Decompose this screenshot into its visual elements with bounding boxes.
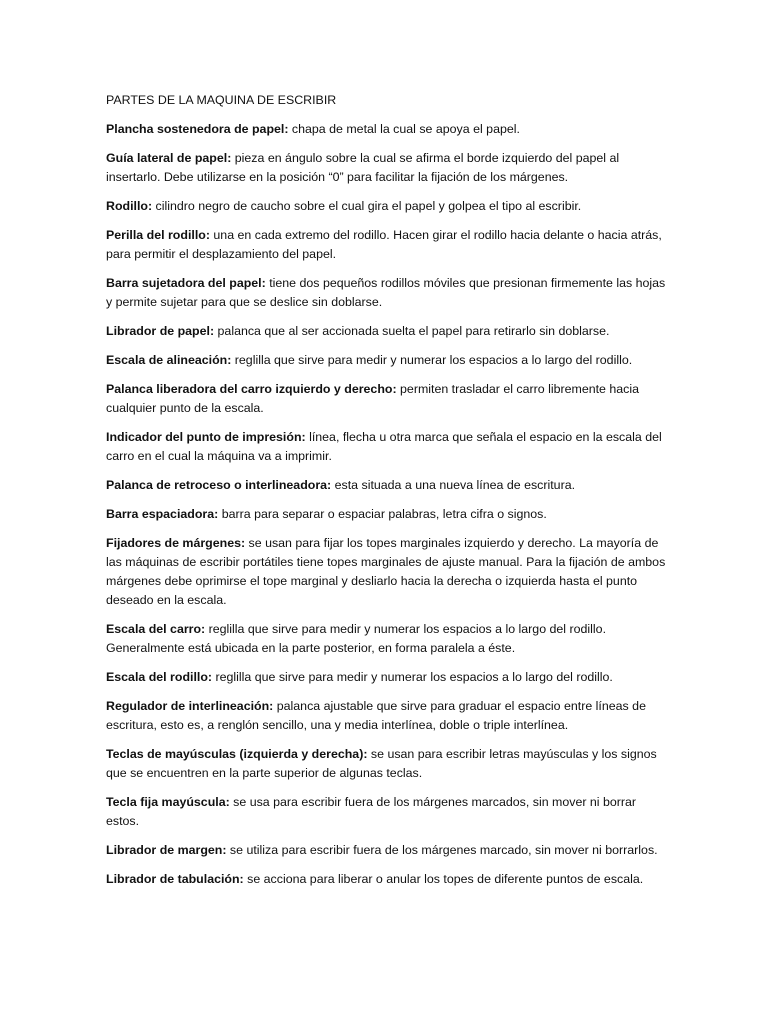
- entry-description: palanca ajustable que sirve para graduar el espacio entre líneas de escritura, esto es, a renglón sencillo, una y media interlínea, doble o triple interlínea.: [106, 699, 646, 732]
- entry-description: se utiliza para escribir fuera de los márgenes marcado, sin mover ni borrarlos.: [226, 843, 658, 857]
- definition-entry: [106, 120, 668, 139]
- entry-description: esta situada a una nueva línea de escritura.: [331, 478, 576, 492]
- definition-entry: [106, 505, 668, 524]
- entry-description: reglilla que sirve para medir y numerar los espacios a lo largo del rodillo.: [212, 670, 613, 684]
- definition-entry: [106, 197, 668, 216]
- entry-term: Teclas de mayúsculas (izquierda y derecha):: [106, 747, 368, 761]
- entry-description: se acciona para liberar o anular los topes de diferente puntos de escala.: [243, 872, 644, 886]
- entry-description: pieza en ángulo sobre la cual se afirma el borde izquierdo del papel al insertarlo. Debe utilizarse en la posición “0” para facilitar la fijación de los márgenes.: [106, 151, 620, 184]
- entry-description: línea, flecha u otra marca que señala el espacio en la escala del carro en el cual la máquina va a imprimir.: [106, 430, 662, 463]
- entry-term: Librador de margen:: [106, 843, 227, 857]
- entry-term: Barra espaciadora:: [106, 507, 219, 521]
- entry-term: Escala del carro:: [106, 622, 206, 636]
- entry-description: se usan para fijar los topes marginales izquierdo y derecho. La mayoría de las máquinas de escribir portátiles tiene topes marginales de ajuste manual. Para la fijación de ambos márgenes debe oprimirse el tope marginal y desliarlo hacia la derecha o izquierda hasta el punto deseado en la escala.: [106, 536, 666, 607]
- entry-term: Guía lateral de papel:: [106, 151, 232, 165]
- definition-entry: [106, 668, 668, 687]
- entry-term: Palanca de retroceso o interlineadora:: [106, 478, 332, 492]
- entry-description: tiene dos pequeños rodillos móviles que presionan firmemente las hojas y permite sujetar para que se deslice sin doblarse.: [106, 276, 666, 309]
- entry-term: Tecla fija mayúscula:: [106, 795, 230, 809]
- entry-term: Rodillo:: [106, 199, 153, 213]
- definition-entry: [106, 841, 668, 860]
- definition-entry: [106, 870, 668, 889]
- entry-term: Escala de alineación:: [106, 353, 232, 367]
- entry-description: reglilla que sirve para medir y numerar los espacios a lo largo del rodillo. Generalmente está ubicada en la parte posterior, en forma paralela a éste.: [106, 622, 607, 655]
- entry-term: Barra sujetadora del papel:: [106, 276, 266, 290]
- entry-description: se usan para escribir letras mayúsculas y los signos que se encuentren en la parte superior de algunas teclas.: [106, 747, 657, 780]
- definition-entry: [106, 351, 668, 370]
- definition-entry: [106, 697, 668, 735]
- entry-description: cilindro negro de caucho sobre el cual gira el papel y golpea el tipo al escribir.: [152, 199, 582, 213]
- entry-term: Librador de tabulación:: [106, 872, 244, 886]
- entry-term: Indicador del punto de impresión:: [106, 430, 306, 444]
- entry-term: Plancha sostenedora de papel:: [106, 122, 289, 136]
- entry-term: Regulador de interlineación:: [106, 699, 274, 713]
- document-title: PARTES DE LA MAQUINA DE ESCRIBIR: [106, 93, 337, 107]
- entry-term: Fijadores de márgenes:: [106, 536, 246, 550]
- definition-entry: [106, 226, 668, 264]
- entry-term: Escala del rodillo:: [106, 670, 213, 684]
- definition-entry: [106, 380, 668, 418]
- definition-entry: [106, 534, 668, 610]
- entry-description: permiten trasladar el carro libremente hacia cualquier punto de la escala.: [106, 382, 640, 415]
- definition-entry: [106, 428, 668, 466]
- entry-description: barra para separar o espaciar palabras, letra cifra o signos.: [218, 507, 547, 521]
- entry-description: palanca que al ser accionada suelta el papel para retirarlo sin doblarse.: [214, 324, 610, 338]
- definition-entry: [106, 476, 668, 495]
- entry-list: [106, 120, 668, 889]
- entry-term: Librador de papel:: [106, 324, 215, 338]
- entry-description: una en cada extremo del rodillo. Hacen girar el rodillo hacia delante o hacia atrás, para permitir el desplazamiento del papel.: [106, 228, 662, 261]
- definition-entry: [106, 793, 668, 831]
- entry-description: reglilla que sirve para medir y numerar los espacios a lo largo del rodillo.: [231, 353, 633, 367]
- definition-entry: [106, 149, 668, 187]
- definition-entry: [106, 274, 668, 312]
- entry-description: chapa de metal la cual se apoya el papel.: [288, 122, 520, 136]
- definition-entry: [106, 745, 668, 783]
- definition-entry: [106, 322, 668, 341]
- entry-description: se usa para escribir fuera de los márgenes marcados, sin mover ni borrar estos.: [106, 795, 637, 828]
- definition-entry: [106, 620, 668, 658]
- entry-term: Perilla del rodillo:: [106, 228, 210, 242]
- entry-term: Palanca liberadora del carro izquierdo y derecho:: [106, 382, 397, 396]
